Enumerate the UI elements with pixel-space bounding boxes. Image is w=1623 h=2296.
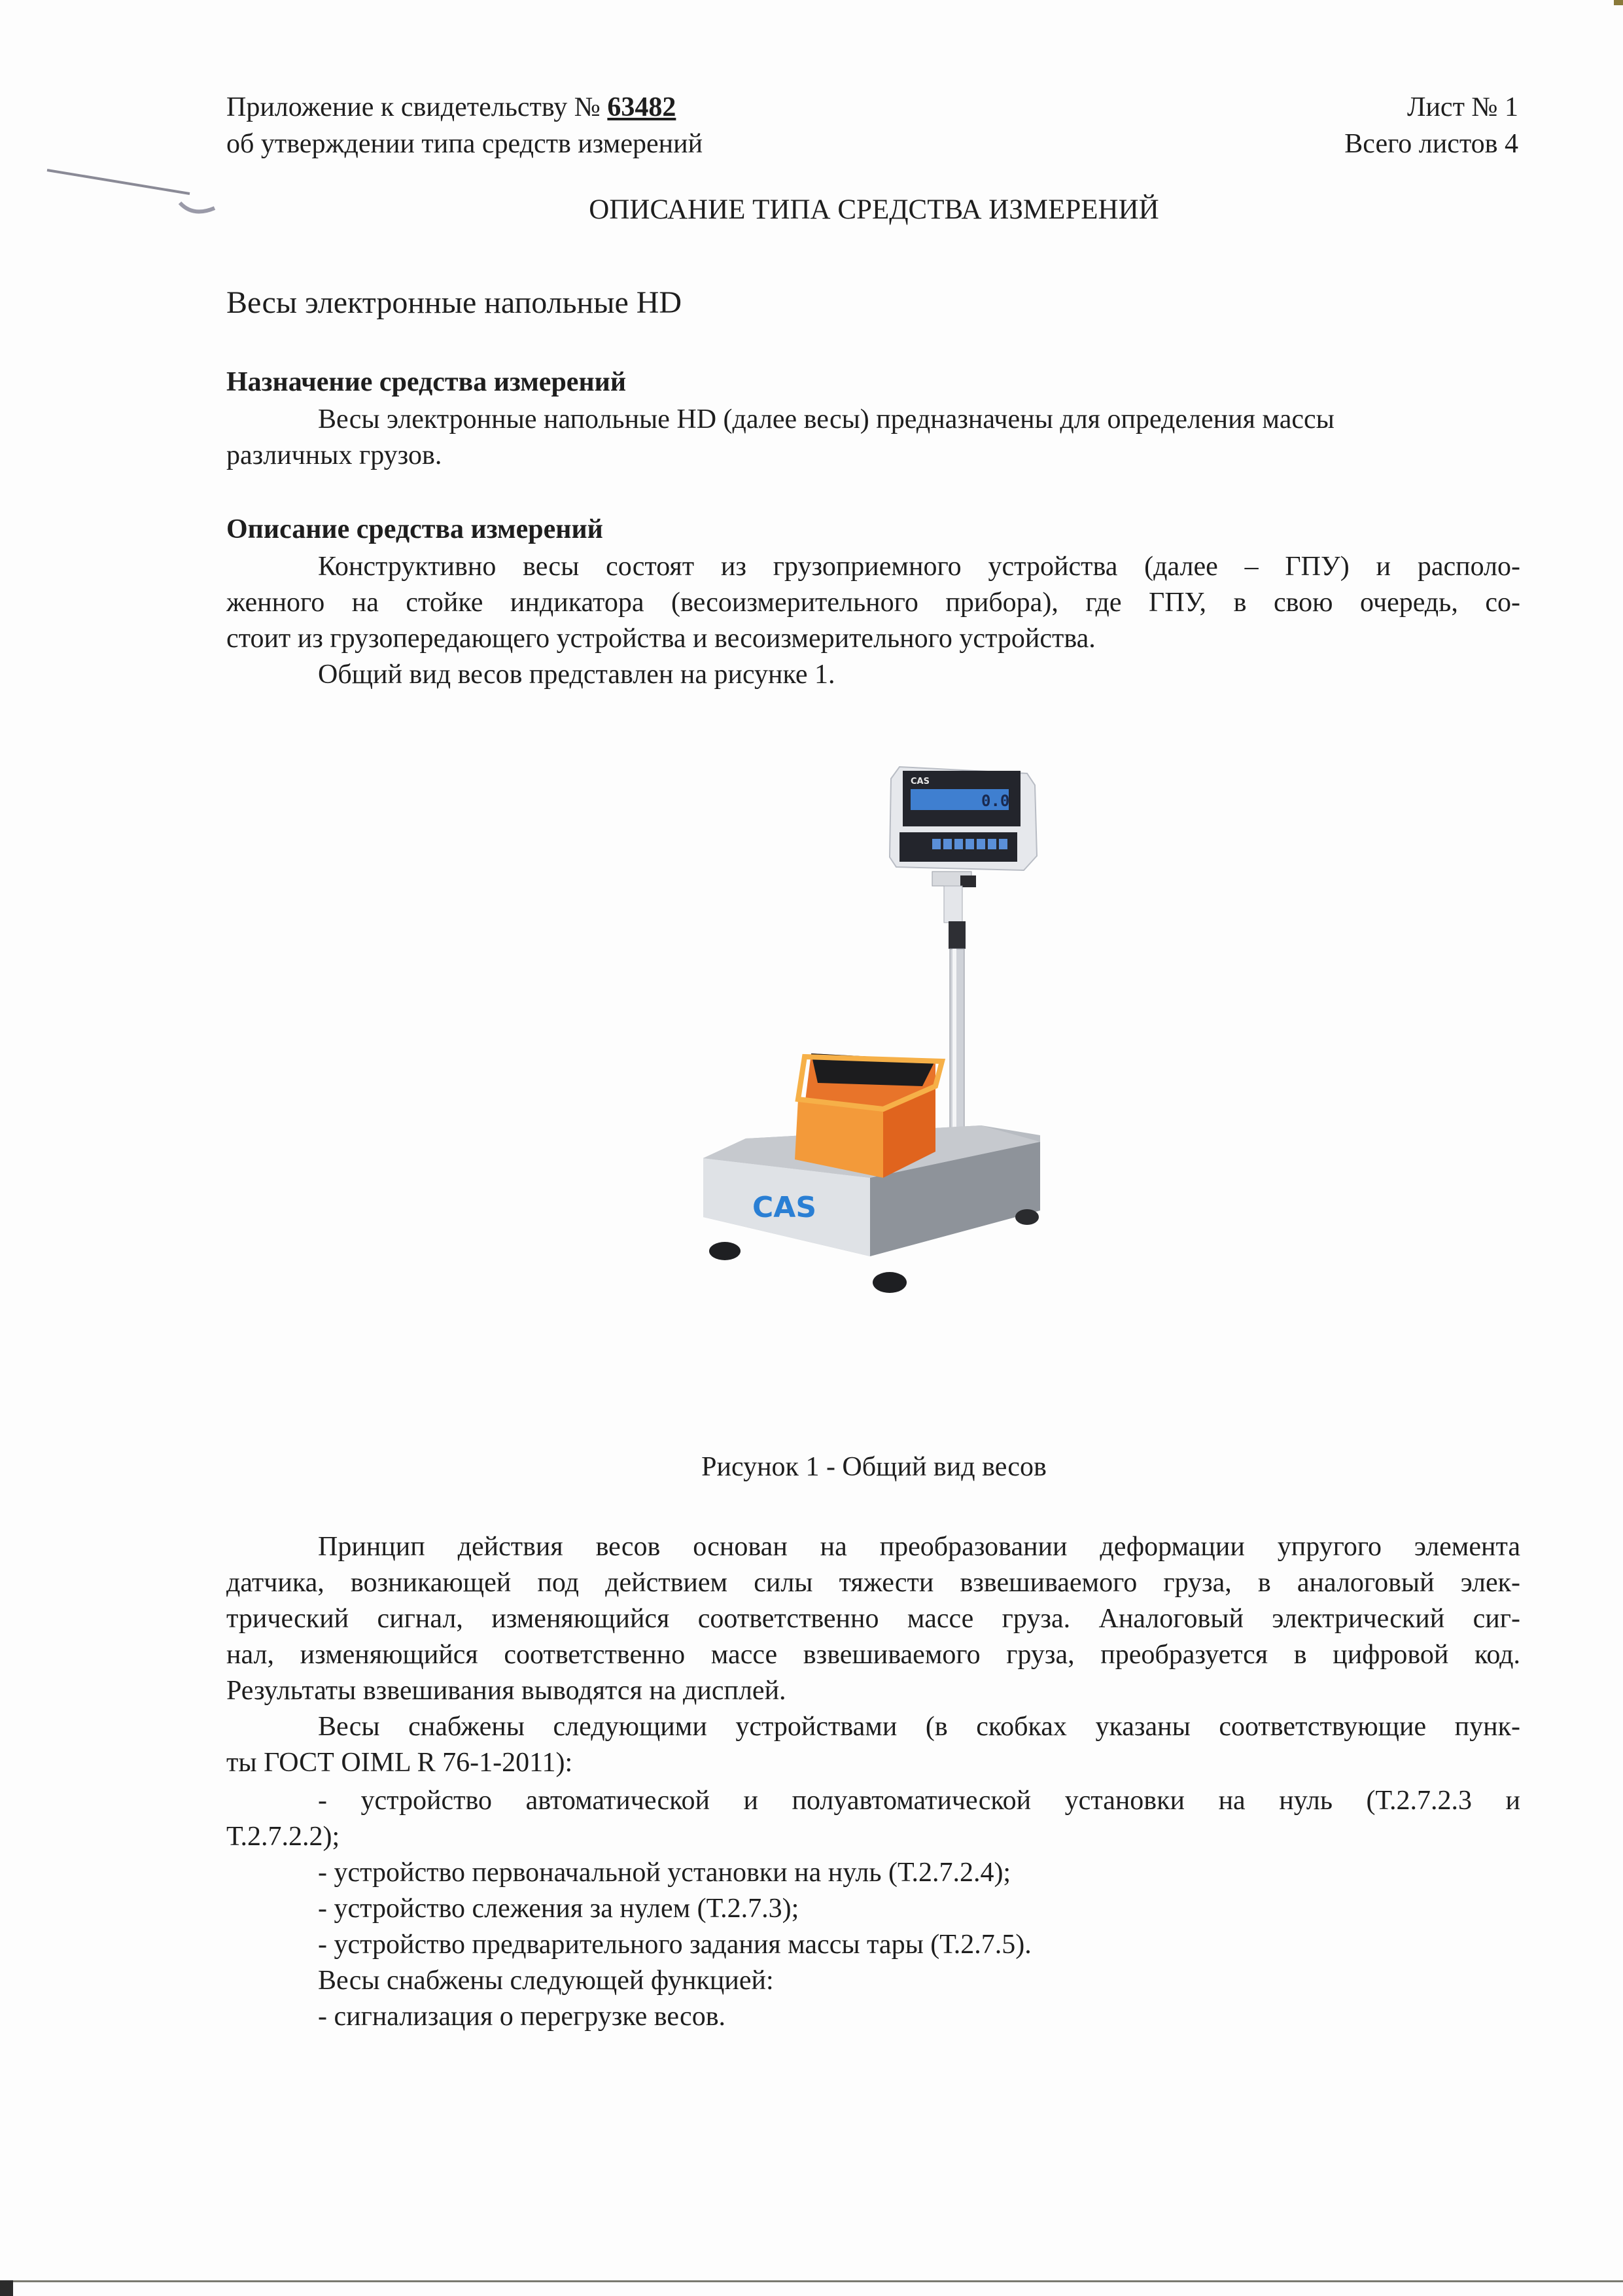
device-item-4: - устройство предварительного задания массы тары (Т.2.7.5). (318, 1930, 1032, 1960)
device-item-1-line-1: - устройство автоматической и полуавтоматической установки на нуль (Т.2.7.2.3 и (318, 1786, 1520, 1816)
description-heading: Описание средства измерений (226, 514, 603, 544)
certificate-number: 63482 (607, 92, 676, 122)
principle-line-3: трический сигнал, изменяющийся соответственно массе груза. Аналоговый электрический сиг- (226, 1604, 1520, 1634)
principle-line-5: Результаты взвешивания выводятся на дисплей. (226, 1676, 786, 1706)
orange-crate (795, 1053, 942, 1178)
total-sheets: Всего листов 4 (1344, 129, 1518, 159)
principle-line-4: нал, изменяющийся соответственно массе взвешиваемого груза, преобразуется в цифровой код. (226, 1640, 1520, 1670)
appendix-prefix: Приложение к свидетельству № (226, 92, 608, 122)
description-p1-line-1: Конструктивно весы состоят из грузоприемного устройства (далее – ГПУ) и располо- (318, 552, 1520, 582)
appendix-line-1 (226, 92, 676, 124)
document-title: ОПИСАНИЕ ТИПА СРЕДСТВА ИЗМЕРЕНИЙ (589, 194, 1159, 225)
function-item: - сигнализация о перегрузке весов. (318, 2002, 726, 2032)
figure-scale-image (674, 759, 1092, 1400)
principle-line-1: Принцип действия весов основан на преобразовании деформации упругого элемента (318, 1532, 1520, 1562)
scan-edge-line (0, 2280, 1623, 2282)
purpose-heading: Назначение средства измерений (226, 367, 627, 397)
devices-intro-line-2: ты ГОСТ OIML R 76-1-2011): (226, 1748, 573, 1778)
function-intro: Весы снабжены следующей функцией: (318, 1966, 774, 1996)
device-item-2: - устройство первоначальной установки на нуль (Т.2.7.2.4); (318, 1858, 1011, 1888)
principle-line-2: датчика, возникающей под действием силы тяжести взвешиваемого груза, в аналоговый элек- (226, 1568, 1520, 1598)
indicator-brand-logo: CAS (911, 777, 930, 786)
indicator-keypad (932, 839, 1007, 849)
platform-brand-logo: CAS (752, 1191, 817, 1224)
scan-edge-corner (0, 2280, 13, 2296)
device-item-3: - устройство слежения за нулем (Т.2.7.3); (318, 1894, 799, 1924)
lcd-display-value: 0.0 (981, 792, 1010, 810)
description-p2: Общий вид весов представлен на рисунке 1. (318, 660, 835, 690)
instrument-name: Весы электронные напольные HD (226, 285, 682, 320)
appendix-line-2: об утверждении типа средств измерений (226, 129, 703, 159)
sheet-number: Лист № 1 (1406, 92, 1518, 122)
purpose-text-line-1: Весы электронные напольные HD (далее весы) предназначены для определения массы (318, 404, 1335, 434)
scan-artifact-corner (1614, 0, 1623, 5)
figure-caption: Рисунок 1 - Общий вид весов (701, 1452, 1047, 1482)
description-p1-line-2: женного на стойке индикатора (весоизмерительного прибора), где ГПУ, в свою очередь, со- (226, 588, 1520, 618)
purpose-text-line-2: различных грузов. (226, 440, 442, 470)
indicator-head (890, 767, 1037, 870)
device-item-1-line-2: Т.2.7.2.2); (226, 1822, 340, 1852)
description-p1-line-3: стоит из грузопередающего устройства и весоизмерительного устройства. (226, 624, 1096, 654)
devices-intro-line-1: Весы снабжены следующими устройствами (в скобках указаны соответствующие пунк- (318, 1712, 1520, 1742)
